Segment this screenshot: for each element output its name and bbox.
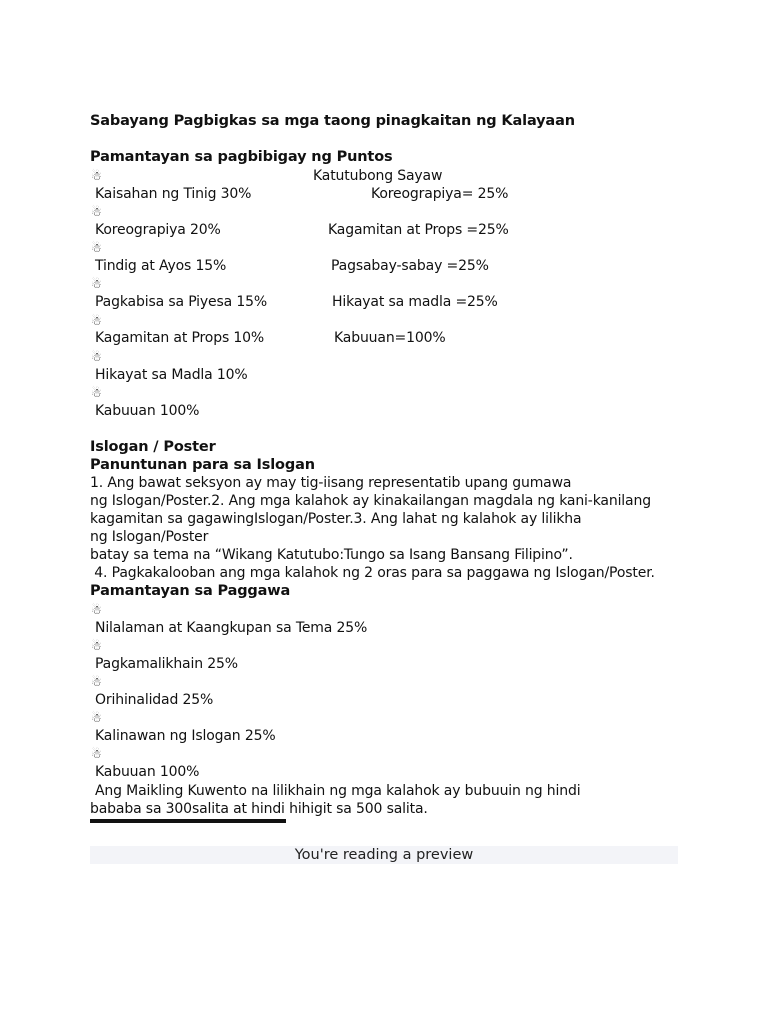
bullet-icon: ☃ [91,675,102,689]
list-item: Kabuuan 100% [95,403,200,419]
list-item: Kabuuan=100% [334,330,446,346]
list-item: Koreograpiya 20% [95,222,221,238]
list-item: Pagkamalikhain 25% [95,656,238,672]
bullet-icon: ☃ [91,603,102,617]
bullet-icon: ☃ [91,277,102,291]
paragraph-line: 4. Pagkakalooban ang mga kalahok ng 2 oras para sa paggawa ng Islogan/Poster. [90,565,655,581]
document-title: Sabayang Pagbigkas sa mga taong pinagkaitan ng Kalayaan [90,113,575,129]
paragraph-line: kagamitan sa gagawingIslogan/Poster.3. Ang lahat ng kalahok ay lilikha [90,511,582,527]
preview-cutoff-underline [90,819,286,823]
bullet-icon: ☃ [91,169,102,183]
section-heading-criteria: Pamantayan sa Paggawa [90,583,291,599]
list-item: Kagamitan at Props 10% [95,330,265,346]
paragraph-line: 1. Ang bawat seksyon ay may tig-iisang representatib upang gumawa [90,475,572,491]
list-item: Kagamitan at Props =25% [328,222,509,238]
bullet-icon: ☃ [91,314,102,328]
section-subheading-rules: Panuntunan para sa Islogan [90,457,315,473]
paragraph-line: batay sa tema na “Wikang Katutubo:Tungo sa Isang Bansang Filipino”. [90,547,573,563]
bullet-icon: ☃ [91,241,102,255]
bullet-icon: ☃ [91,350,102,364]
list-item: Kalinawan ng Islogan 25% [95,728,276,744]
column-heading-dance: Katutubong Sayaw [313,168,443,184]
list-item: Tindig at Ayos 15% [95,258,227,274]
list-item: Kabuuan 100% [95,764,200,780]
closing-line: bababa sa 300salita at hindi hihigit sa 500 salita. [90,801,428,817]
list-item: Nilalaman at Kaangkupan sa Tema 25% [95,620,368,636]
bullet-icon: ☃ [91,205,102,219]
list-item: Orihinalidad 25% [95,692,214,708]
bullet-icon: ☃ [91,639,102,653]
list-item: Hikayat sa madla =25% [332,294,498,310]
list-item: Pagsabay-sabay =25% [331,258,489,274]
list-item: Pagkabisa sa Piyesa 15% [95,294,268,310]
paragraph-line: ng Islogan/Poster.2. Ang mga kalahok ay kinakailangan magdala ng kani-kanilang [90,493,651,509]
section-heading-poster: Islogan / Poster [90,439,216,455]
bullet-icon: ☃ [91,386,102,400]
bullet-icon: ☃ [91,711,102,725]
section-heading-scoring: Pamantayan sa pagbibigay ng Puntos [90,149,393,165]
list-item: Hikayat sa Madla 10% [95,367,248,383]
closing-line: Ang Maikling Kuwento na lilikhain ng mga kalahok ay bubuuin ng hindi [95,783,581,799]
paragraph-line: ng Islogan/Poster [90,529,209,545]
preview-banner: You're reading a preview [294,847,474,863]
bullet-icon: ☃ [91,747,102,761]
list-item: Kaisahan ng Tinig 30% [95,186,252,202]
list-item: Koreograpiya= 25% [371,186,509,202]
